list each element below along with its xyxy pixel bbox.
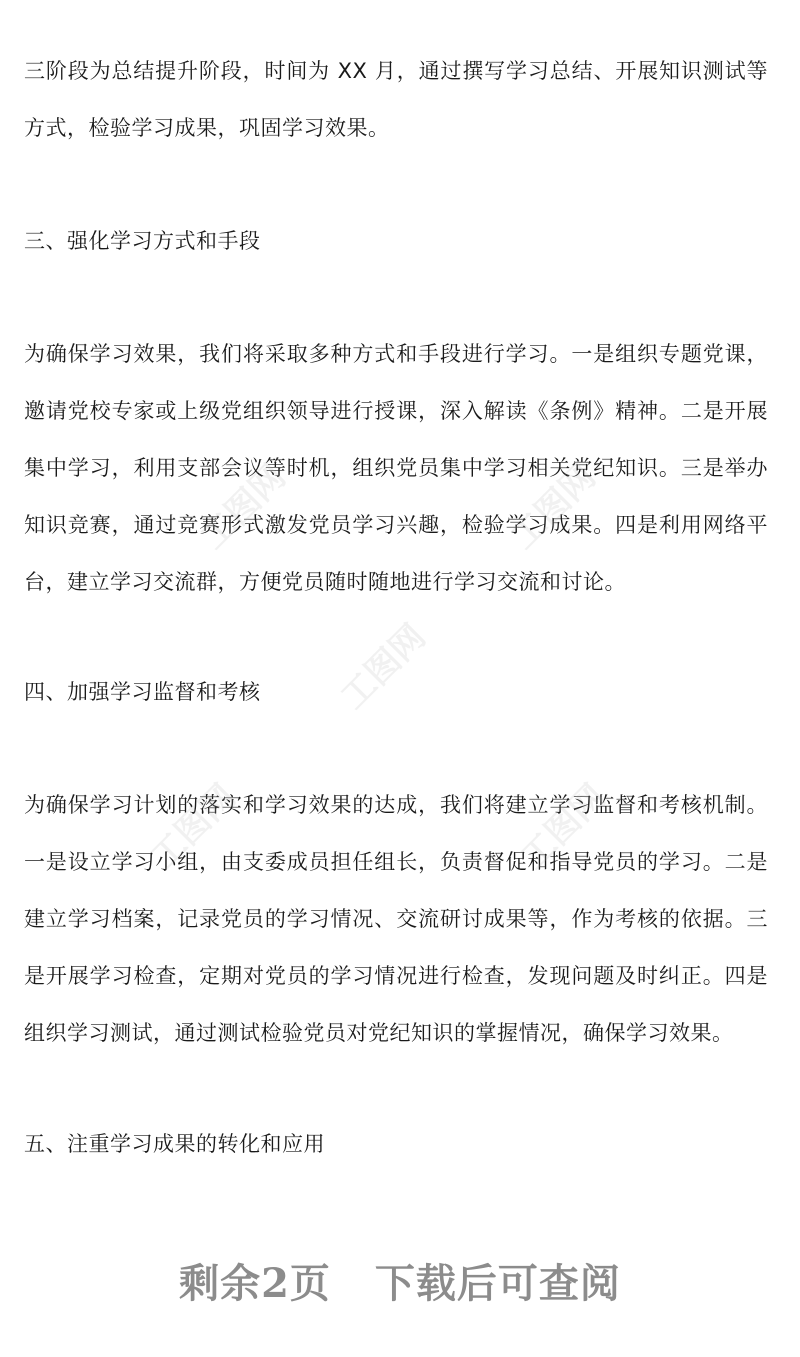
section-5-heading: 五、注重学习成果的转化和应用 (24, 1132, 325, 1156)
section-3-paragraph: 为确保学习效果，我们将采取多种方式和手段进行学习。一是组织专题党课，邀请党校专家或上级党组织领导进行授课，深入解读《条例》精神。二是开展集中学习，利用支部会议等时机，组织党员集中学习相关党纪知识。三是举办知识竞赛，通过竞赛形式激发党员学习兴趣，检验学习成果。四是利用网络平台，建立学习交流群，方便党员随时随地进行学习交流和讨论。 (24, 342, 768, 594)
section-4-heading: 四、加强学习监督和考核 (24, 680, 261, 704)
watermark: 工图网 (513, 776, 614, 878)
section-3-heading: 三、强化学习方式和手段 (24, 229, 261, 253)
watermark: 工图网 (333, 616, 434, 718)
download-to-view-text: 下载后可查阅 (374, 1260, 621, 1307)
section-4-paragraph: 为确保学习计划的落实和学习效果的达成，我们将建立学习监督和考核机制。一是设立学习小组，由支委成员担任组长，负责督促和指导党员的学习。二是建立学习档案，记录党员的学习情况、交流研讨成果等，作为考核的依据。三是开展学习检查，定期对党员的学习情况进行检查，发现问题及时纠正。四是组织学习测试，通过测试检验党员对党纪知识的掌握情况，确保学习效果。 (24, 793, 768, 1045)
remaining-pages-text: 剩余2页 (179, 1260, 331, 1307)
watermark: 工图网 (193, 456, 294, 558)
download-prompt-banner[interactable] (0, 1252, 800, 1309)
intro-paragraph: 三阶段为总结提升阶段，时间为 XX 月，通过撰写学习总结、开展知识测试等方式，检验学习成果，巩固学习效果。 (24, 59, 768, 140)
watermark: 工图网 (143, 776, 244, 878)
watermark: 工图网 (503, 456, 604, 558)
